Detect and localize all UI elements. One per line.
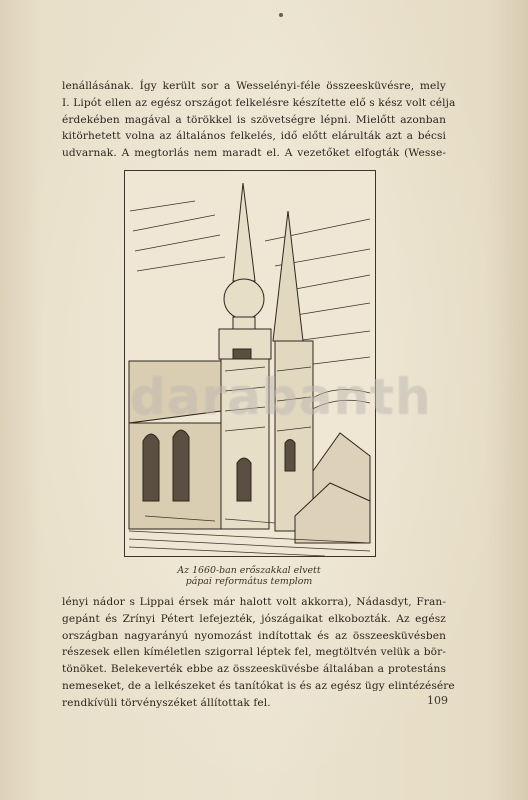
paragraph-top (62, 78, 456, 162)
text-line: kitörhetett volna az általános felkelés, idő előtt elárulták azt a bécsi (62, 130, 446, 143)
text-line: lényi nádor s Lippai érsek már halott volt akkorra), Nádasdyt, Fran- (62, 596, 446, 608)
text-line: lenállásának. Így került sor a Wesselényi-féle összeesküvésre, mely (62, 80, 446, 92)
paragraph-bottom (62, 594, 455, 712)
text-line: érdekében magával a törökkel is szövetségre lépni. Mielőtt azonban (62, 113, 446, 126)
watermark: darabanth (130, 368, 432, 426)
print-mark (279, 13, 283, 17)
text-line: részesek ellen kíméletlen szigorral léptek fel, megtöltvén velük a bör- (62, 646, 446, 659)
text-line: tönöket. Belekeverték ebbe az összeesküvésbe általában a protestáns (62, 663, 446, 676)
text-line: nemeseket, de a lelkészeket és tanítókat is és az egész ügy elintézésére (62, 679, 455, 692)
church-drawing (125, 171, 375, 556)
text-line: gepánt és Zrínyi Pétert lefejezték, jószágaikat elkobozták. Az egész (62, 612, 446, 625)
text-line: I. Lipót ellen az egész országot felkelésre készítette elő s kész volt célja (62, 96, 456, 109)
text-line: udvarnak. A megtorlás nem maradt el. A vezetőket elfogták (Wesse- (62, 147, 446, 160)
text-line: rendkívüli törvényszéket állítottak fel. (62, 696, 271, 709)
text-line: országban nagyarányú nyomozást indítottak és az összeesküvésben (62, 629, 446, 642)
church-illustration (124, 170, 376, 557)
figure-caption-line: pápai református templom (185, 576, 313, 587)
figure-caption-line: Az 1660-ban erőszakkal elvett (177, 565, 321, 576)
page-number: 109 (427, 694, 448, 707)
